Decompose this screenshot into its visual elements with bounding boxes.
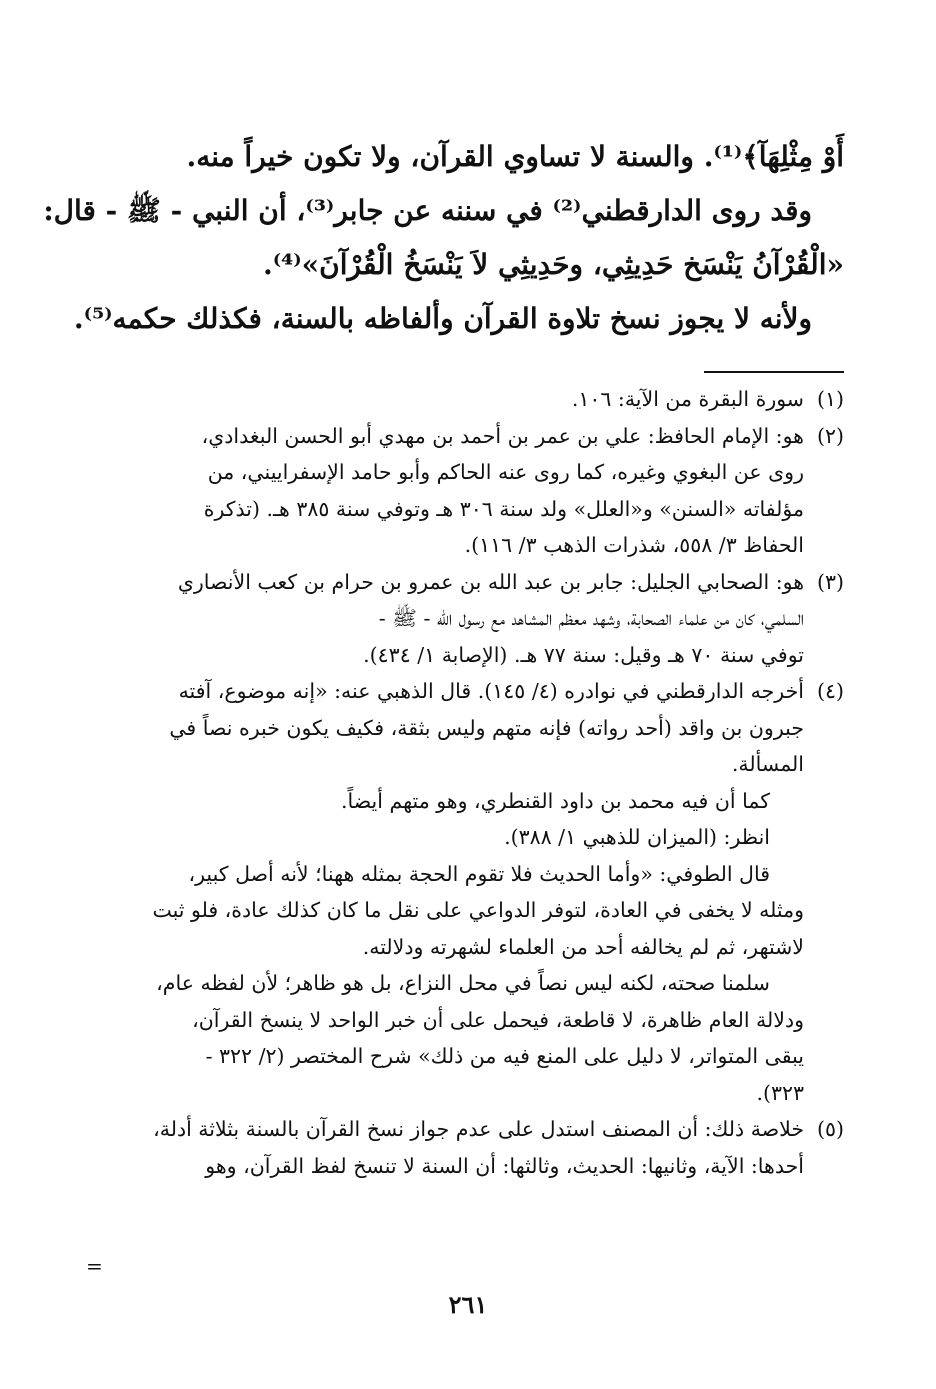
footnotes [88,381,844,1184]
main-line: أَوْ مِثْلِهَآ﴾⁽¹⁾. والسنة لا تساوي القرآن، ولا تكون خيراً منه. [186,140,844,173]
page-number: ٢٦١ [448,1290,488,1319]
footnote-line: المسألة. [731,752,804,776]
footnote-line: سلمنا صحته، لكنه ليس نصاً في محل النزاع، بل هو ظاهر؛ لأن لفظه عام، [156,971,770,995]
footnote-line: ٣٢٣). [756,1080,804,1105]
footnote-line: سورة البقرة من الآية: ١٠٦. [571,387,804,411]
footnote-4-continuation [88,783,804,1112]
main-line: ولأنه لا يجوز نسخ تلاوة القرآن وألفاظه بالسنة، فكذلك حكمه⁽⁵⁾. [73,302,812,335]
footnote-line: السلمي، كان من علماء الصحابة، وشهد معظم المشاهد مع رسول الله - ﷺ - [378,606,804,630]
footnote-2 [88,418,844,564]
footnote-line: ومثله لا يخفى في العادة، لتوفر الدواعي على نقل ما كان كذلك عادة، فلو ثبت [152,898,804,922]
footnote-line: أخرجه الدارقطني في نوادره (٤/ ١٤٥). قال الذهبي عنه: «إنه موضوع، آفته [178,679,804,703]
footnote-line: روى عن البغوي وغيره، كما روى عنه الحاكم وأبو حامد الإسفراييني، من [207,460,804,484]
footnote-line: انظر: (الميزان للذهبي ١/ ٣٨٨). [504,825,770,849]
footnote-line: مؤلفاته «السنن» و«العلل» ولد سنة ٣٠٦ هـ وتوفي سنة ٣٨٥ هـ. (تذكرة [203,496,804,521]
footnote-line: ودلالة العام ظاهرة، لا قاطعة، فيحمل على أن خبر الواحد لا ينسخ القرآن، [192,1007,804,1032]
footnote-line: قال الطوفي: «وأما الحديث فلا تقوم الحجة بمثله ههنا؛ لأنه أصل كبير، [188,861,770,886]
footnote-line: توفي سنة ٧٠ هـ وقيل: سنة ٧٧ هـ. (الإصابة ١/ ٤٣٤). [363,642,804,667]
footnote-line: خلاصة ذلك: أن المصنف استدل على عدم جواز نسخ القرآن بالسنة بثلاثة أدلة، [153,1117,804,1141]
footnote-line: هو: الإمام الحافظ: علي بن عمر بن أحمد بن مهدي أبو الحسن البغدادي، [201,423,804,448]
footnote-line: جبرون بن واقد (أحد رواته) فإنه متهم وليس بثقة، فكيف يكون خبره نصاً في [169,715,804,740]
footnote-1 [88,381,844,418]
footnote-line: كما أن فيه محمد بن داود القنطري، وهو متهم أيضاً. [340,788,770,813]
footnote-number: (٣) [816,569,844,594]
footnote-number: (٥) [816,1117,844,1141]
footnote-line: هو: الصحابي الجليل: جابر بن عبد الله بن عمرو بن حرام بن كعب الأنصاري [177,569,804,594]
footnote-line: لاشتهر، ثم لم يخالفه أحد من العلماء لشهرته ودلالته. [362,934,804,959]
continuation-mark: = [86,1254,103,1278]
footnote-line: يبقى المتواتر، لا دليل على المنع فيه من ذلك» شرح المختصر (٢/ ٣٢٢ - [205,1044,804,1068]
footnote-number: (٢) [816,423,844,448]
footnote-3 [88,564,844,674]
footnote-5 [88,1111,844,1184]
footnote-number: (٤) [816,679,844,703]
footnote-4 [88,673,844,783]
footnote-line: أحدها: الآية، وثانيها: الحديث، وثالثها: أن السنة لا تنسخ لفظ القرآن، وهو [205,1153,804,1178]
main-text [43,130,844,346]
footnote-number: (١) [816,387,844,411]
hadith-quote: «الْقُرْآنُ يَنْسَخ حَدِيثِي، وحَدِيثِي لاَ يَنْسَخُ الْقُرْآنَ»⁽⁴⁾. [262,248,844,281]
footnote-separator [704,371,844,373]
main-line: وقد روى الدارقطني⁽²⁾ في سننه عن جابر⁽³⁾، أن النبي - ﷺ - قال: [43,194,812,227]
footnote-line: الحفاظ ٣/ ٥٥٨، شذرات الذهب ٣/ ١١٦). [464,533,804,557]
